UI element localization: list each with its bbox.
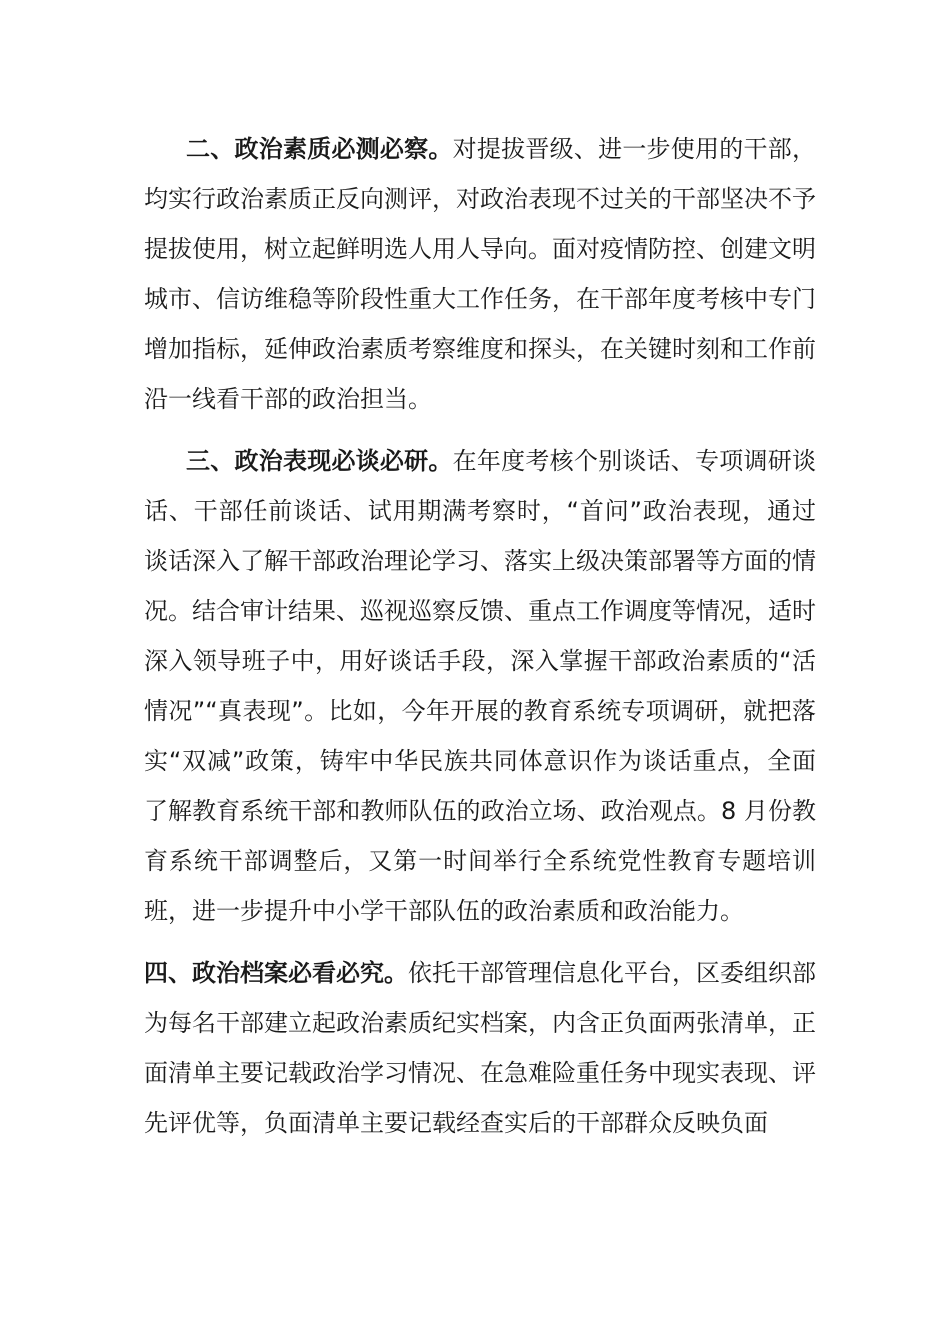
paragraph-heading: 二、政治素质必测必察。 (186, 135, 453, 163)
paragraph-heading: 三、政治表现必谈必研。 (186, 447, 453, 475)
paragraph-political-archive (144, 948, 816, 1148)
paragraph-text: 依托干部管理信息化平台，区委组织部为每名干部建立起政治素质纪实档案，内含正负面两张清单，正面清单主要记载政治学习情况、在急难险重任务中现实表现、评先评优等，负面清单主要记载经查实后的干部群众反映负面 (144, 959, 816, 1137)
paragraph-heading: 四、政治档案必看必究。 (144, 959, 408, 987)
paragraph-political-quality (144, 124, 816, 424)
document-body (144, 124, 816, 1148)
paragraph-text: 在年度考核个别谈话、专项调研谈话、干部任前谈话、试用期满考察时，“首问”政治表现，通过谈话深入了解干部政治理论学习、落实上级决策部署等方面的情况。结合审计结果、巡视巡察反馈、重点工作调度等情况，适时深入领导班子中，用好谈话手段，深入掌握干部政治素质的“活情况”“真表现”。比如，今年开展的教育系统专项调研，就把落实“双减”政策，铸牢中华民族共同体意识作为谈话重点，全面了解教育系统干部和教师队伍的政治立场、政治观点。8 月份教育系统干部调整后，又第一时间举行全系统党性教育专题培训班，进一步提升中小学干部队伍的政治素质和政治能力。 (144, 447, 816, 925)
paragraph-text: 对提拔晋级、进一步使用的干部，均实行政治素质正反向测评，对政治表现不过关的干部坚决不予提拔使用，树立起鲜明选人用人导向。面对疫情防控、创建文明城市、信访维稳等阶段性重大工作任务，在干部年度考核中专门增加指标，延伸政治素质考察维度和探头，在关键时刻和工作前沿一线看干部的政治担当。 (144, 135, 816, 413)
paragraph-political-performance (144, 436, 816, 936)
